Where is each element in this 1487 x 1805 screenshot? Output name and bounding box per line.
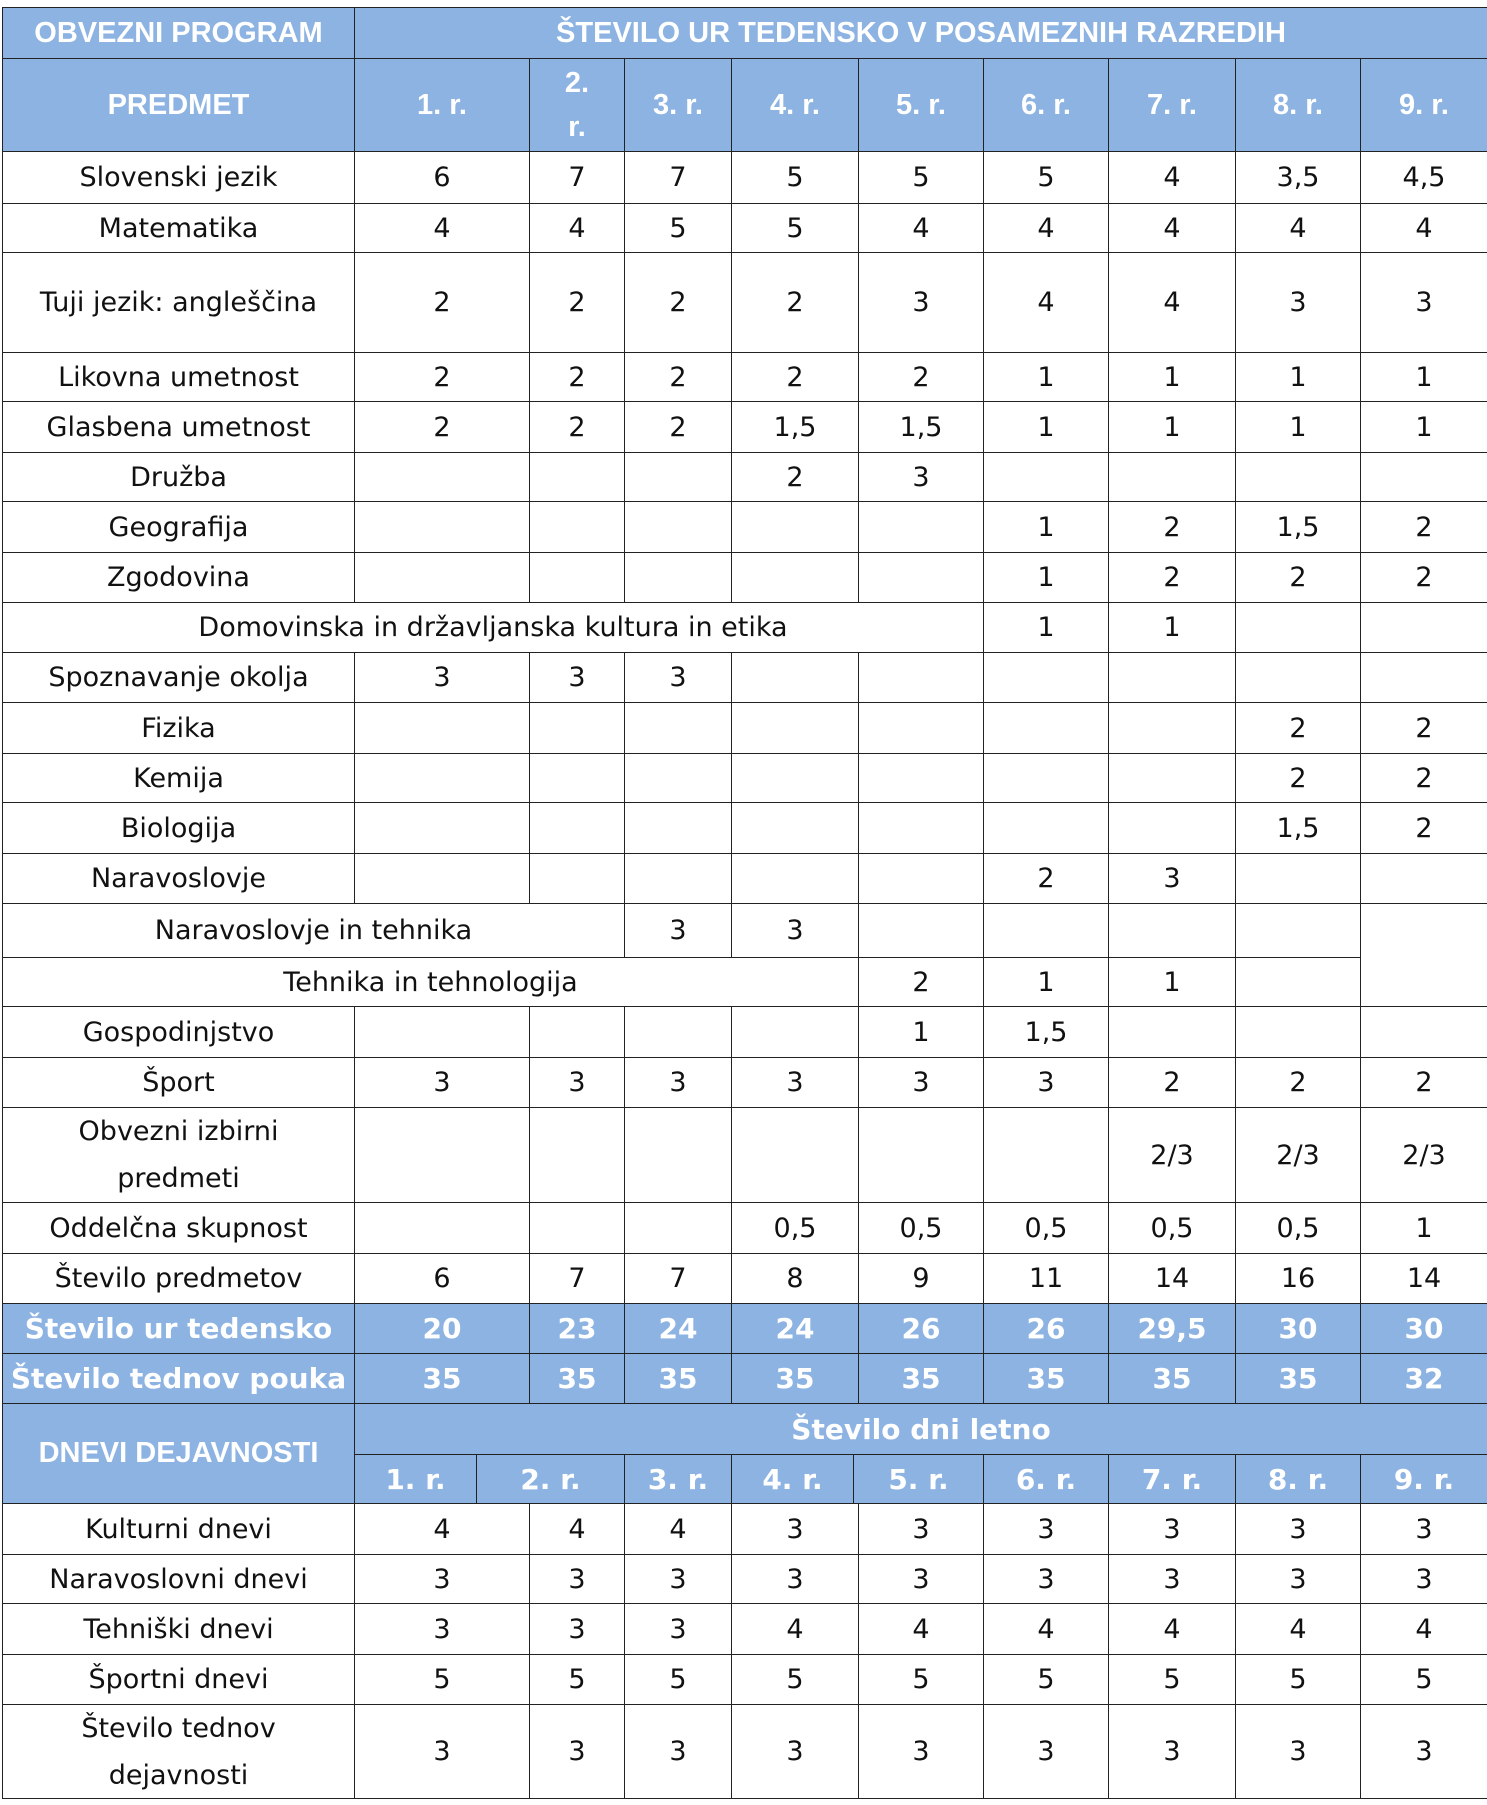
hours-cell — [858, 552, 984, 603]
grade-header-6: 6. r. — [983, 58, 1109, 152]
hours-cell: 6 — [354, 151, 530, 204]
hours-cell: 1 — [983, 552, 1109, 603]
activity-days-cell: 3 — [1360, 1554, 1487, 1604]
activity-name: Športni dnevi — [2, 1654, 355, 1705]
hours-cell: 2 — [1108, 552, 1236, 603]
hours-cell — [1360, 452, 1487, 502]
activity-days-cell: 5 — [983, 1654, 1109, 1705]
hours-cell: 3 — [858, 252, 984, 353]
hours-cell: 3 — [529, 1057, 625, 1108]
hours-cell: 4 — [529, 203, 625, 253]
hours-cell: 2 — [529, 252, 625, 353]
subject-name: Družba — [2, 452, 355, 502]
activity-days-cell: 3 — [731, 1554, 859, 1604]
hours-cell — [529, 802, 625, 854]
subject-name: Naravoslovje in tehnika — [2, 903, 625, 958]
hours-cell: 2 — [1360, 501, 1487, 553]
hours-cell — [1108, 1006, 1236, 1058]
hours-cell — [354, 1202, 530, 1254]
hours-cell: 1 — [1235, 401, 1361, 453]
hours-cell — [624, 853, 732, 904]
hours-cell: 2 — [1108, 1057, 1236, 1108]
hours-cell — [529, 753, 625, 803]
hours-cell: 1 — [983, 501, 1109, 553]
hours-cell: 1,5 — [1235, 501, 1361, 553]
hours-cell: 2 — [1360, 802, 1487, 854]
hours-cell — [983, 702, 1109, 754]
hours-cell: 4 — [858, 203, 984, 253]
hours-cell: 1 — [983, 602, 1109, 653]
subject-name: Glasbena umetnost — [2, 401, 355, 453]
program-label: OBVEZNI PROGRAM — [2, 7, 355, 59]
subject-name: Gospodinjstvo — [2, 1006, 355, 1058]
activity-days-cell: 3 — [858, 1704, 984, 1799]
hours-cell: 3 — [354, 1057, 530, 1108]
activity-days-cell: 3 — [983, 1704, 1109, 1799]
activity-days-cell: 3 — [1108, 1554, 1236, 1604]
total-value: 26 — [858, 1303, 984, 1354]
hours-cell — [529, 452, 625, 502]
hours-cell — [1108, 652, 1236, 703]
hours-cell: 4 — [1108, 252, 1236, 353]
hours-cell — [1108, 903, 1236, 958]
hours-cell: 3 — [858, 452, 984, 502]
grade-header-2: 2. r. — [529, 58, 625, 152]
hours-cell: 1 — [1360, 401, 1487, 453]
total-value: 35 — [858, 1353, 984, 1404]
activity-days-cell: 3 — [983, 1503, 1109, 1555]
hours-cell — [731, 1107, 859, 1203]
subject-name: Tehnika in tehnologija — [2, 957, 859, 1007]
hours-cell — [1360, 1006, 1487, 1058]
hours-cell: 4 — [1235, 203, 1361, 253]
hours-cell: 4 — [354, 203, 530, 253]
total-value: 35 — [624, 1353, 732, 1404]
hours-cell: 1 — [1108, 352, 1236, 402]
hours-cell: 5 — [983, 151, 1109, 204]
hours-cell: 3 — [529, 652, 625, 703]
hours-cell: 5 — [731, 203, 859, 253]
activity-days-cell: 5 — [731, 1654, 859, 1705]
hours-cell — [858, 1107, 984, 1203]
hours-cell: 1,5 — [731, 401, 859, 453]
total-value: 32 — [1360, 1353, 1487, 1404]
hours-cell: 2 — [731, 352, 859, 402]
hours-cell: 2 — [1360, 1057, 1487, 1108]
hours-cell: 3 — [858, 1057, 984, 1108]
grade-header-3: 3. r. — [624, 58, 732, 152]
activity-grade-header-1: 1. r. — [354, 1454, 477, 1504]
hours-cell — [624, 1202, 732, 1254]
hours-cell — [1235, 602, 1361, 653]
hours-cell: 14 — [1360, 1253, 1487, 1304]
activity-name: Število tednov dejavnosti — [2, 1704, 355, 1799]
total-value: 24 — [624, 1303, 732, 1354]
activity-days-cell: 3 — [731, 1503, 859, 1555]
hours-cell — [731, 702, 859, 754]
hours-cell: 2 — [858, 352, 984, 402]
hours-cell: 1,5 — [1235, 802, 1361, 854]
hours-cell — [858, 853, 984, 904]
subject-name: Geografija — [2, 501, 355, 553]
activity-days-cell: 5 — [1360, 1654, 1487, 1705]
total-value: 20 — [354, 1303, 530, 1354]
hours-cell — [529, 1202, 625, 1254]
hours-cell — [858, 903, 984, 958]
activity-days-cell: 4 — [529, 1503, 625, 1555]
hours-cell: 2 — [1235, 753, 1361, 803]
hours-cell — [529, 552, 625, 603]
grade-header-8: 8. r. — [1235, 58, 1361, 152]
hours-cell: 7 — [529, 1253, 625, 1304]
hours-cell — [858, 753, 984, 803]
hours-cell — [1235, 1006, 1361, 1058]
activity-days-cell: 3 — [529, 1704, 625, 1799]
hours-cell: 3 — [624, 652, 732, 703]
hours-cell: 3 — [731, 903, 859, 958]
hours-cell — [1360, 652, 1487, 703]
hours-cell — [858, 652, 984, 703]
subject-name: Matematika — [2, 203, 355, 253]
grade-header-9: 9. r. — [1360, 58, 1487, 152]
activity-days-cell: 5 — [354, 1654, 530, 1705]
days-title: Število dni letno — [354, 1403, 1487, 1455]
activity-days-cell: 3 — [731, 1704, 859, 1799]
hours-cell — [624, 552, 732, 603]
hours-cell: 2 — [1360, 552, 1487, 603]
hours-cell: 0,5 — [858, 1202, 984, 1254]
hours-cell — [624, 802, 732, 854]
hours-cell: 8 — [731, 1253, 859, 1304]
subject-name: Biologija — [2, 802, 355, 854]
total-value: 35 — [1235, 1353, 1361, 1404]
hours-cell — [1235, 903, 1361, 958]
activity-days-cell: 4 — [983, 1603, 1109, 1655]
activity-days-cell: 3 — [529, 1554, 625, 1604]
hours-cell — [1235, 452, 1361, 502]
hours-cell: 4 — [983, 252, 1109, 353]
total-value: 24 — [731, 1303, 859, 1354]
hours-cell: 2 — [1235, 1057, 1361, 1108]
activity-grade-header-6: 6. r. — [983, 1454, 1109, 1504]
total-value: 35 — [529, 1353, 625, 1404]
activity-name: Naravoslovni dnevi — [2, 1554, 355, 1604]
hours-cell — [731, 802, 859, 854]
hours-cell: 5 — [624, 203, 732, 253]
subject-name: Tuji jezik: angleščina — [2, 252, 355, 353]
hours-cell: 1 — [983, 957, 1109, 1007]
total-label: Število ur tedensko — [2, 1303, 355, 1354]
activity-days-cell: 4 — [354, 1503, 530, 1555]
activity-name: Kulturni dnevi — [2, 1503, 355, 1555]
hours-cell — [529, 1006, 625, 1058]
hours-cell: 0,5 — [731, 1202, 859, 1254]
activity-grade-header-7: 7. r. — [1108, 1454, 1236, 1504]
hours-cell: 3 — [1360, 252, 1487, 353]
activity-days-cell: 3 — [1360, 1704, 1487, 1799]
hours-cell: 2 — [1360, 753, 1487, 803]
hours-cell — [529, 702, 625, 754]
hours-cell — [624, 501, 732, 553]
total-value: 35 — [731, 1353, 859, 1404]
hours-cell: 1 — [1235, 352, 1361, 402]
subject-name: Šport — [2, 1057, 355, 1108]
activity-days-cell: 4 — [1235, 1603, 1361, 1655]
hours-cell: 4 — [1108, 203, 1236, 253]
hours-cell — [1108, 702, 1236, 754]
subject-name: Obvezni izbirni predmeti — [2, 1107, 355, 1203]
activity-days-cell: 3 — [354, 1554, 530, 1604]
hours-cell: 3 — [624, 903, 732, 958]
grade-header-1: 1. r. — [354, 58, 530, 152]
activity-days-cell: 5 — [529, 1654, 625, 1705]
activity-days-cell: 4 — [624, 1503, 732, 1555]
activity-days-cell: 3 — [354, 1603, 530, 1655]
hours-cell: 2 — [354, 401, 530, 453]
activity-grade-header-8: 8. r. — [1235, 1454, 1361, 1504]
hours-cell: 1 — [858, 1006, 984, 1058]
activity-name: Tehniški dnevi — [2, 1603, 355, 1655]
activity-days-cell: 3 — [1108, 1503, 1236, 1555]
hours-cell — [354, 702, 530, 754]
hours-cell: 3 — [624, 1057, 732, 1108]
hours-cell — [354, 552, 530, 603]
grade-header-4: 4. r. — [731, 58, 859, 152]
hours-cell: 2 — [529, 352, 625, 402]
total-value: 23 — [529, 1303, 625, 1354]
hours-cell: 1 — [983, 352, 1109, 402]
activity-days-cell: 3 — [354, 1704, 530, 1799]
hours-cell: 4 — [1360, 203, 1487, 253]
hours-cell — [529, 1107, 625, 1203]
activity-grade-header-4: 4. r. — [731, 1454, 854, 1504]
subject-name: Naravoslovje — [2, 853, 355, 904]
activity-days-cell: 3 — [858, 1503, 984, 1555]
hours-cell: 3,5 — [1235, 151, 1361, 204]
hours-cell — [731, 652, 859, 703]
subject-column-header: PREDMET — [2, 58, 355, 152]
activity-days-cell: 3 — [1235, 1503, 1361, 1555]
hours-cell: 11 — [983, 1253, 1109, 1304]
hours-cell — [858, 501, 984, 553]
hours-cell — [1235, 957, 1361, 1007]
activity-grade-header-2: 2. r. — [476, 1454, 625, 1504]
hours-cell: 2 — [731, 252, 859, 353]
hours-cell — [1360, 853, 1487, 904]
activity-grade-header-3: 3. r. — [624, 1454, 732, 1504]
activity-grade-header-9: 9. r. — [1360, 1454, 1487, 1504]
hours-cell: 4,5 — [1360, 151, 1487, 204]
hours-cell — [529, 501, 625, 553]
subject-name: Kemija — [2, 753, 355, 803]
hours-cell: 6 — [354, 1253, 530, 1304]
hours-cell — [354, 1107, 530, 1203]
subject-name: Oddelčna skupnost — [2, 1202, 355, 1254]
activity-days-cell: 3 — [858, 1554, 984, 1604]
hours-cell: 1 — [983, 401, 1109, 453]
hours-cell — [624, 452, 732, 502]
hours-cell: 1 — [1360, 1202, 1487, 1254]
activity-days-cell: 4 — [731, 1603, 859, 1655]
total-value: 26 — [983, 1303, 1109, 1354]
activity-days-cell: 3 — [1235, 1704, 1361, 1799]
hours-cell — [354, 802, 530, 854]
subject-name: Slovenski jezik — [2, 151, 355, 204]
activity-days-cell: 4 — [1360, 1603, 1487, 1655]
hours-cell — [624, 702, 732, 754]
activity-days-cell: 3 — [1235, 1554, 1361, 1604]
activity-days-cell: 5 — [1235, 1654, 1361, 1705]
hours-cell: 1 — [1108, 602, 1236, 653]
activity-days-cell: 3 — [529, 1603, 625, 1655]
hours-cell — [1235, 853, 1361, 904]
hours-cell: 0,5 — [983, 1202, 1109, 1254]
hours-cell: 2 — [1360, 702, 1487, 754]
grade-header-5: 5. r. — [858, 58, 984, 152]
hours-cell: 9 — [858, 1253, 984, 1304]
subject-name: Likovna umetnost — [2, 352, 355, 402]
subject-name: Zgodovina — [2, 552, 355, 603]
hours-cell: 2 — [858, 957, 984, 1007]
hours-cell: 3 — [983, 1057, 1109, 1108]
hours-cell — [983, 903, 1109, 958]
total-value: 35 — [983, 1353, 1109, 1404]
hours-cell: 3 — [731, 1057, 859, 1108]
hours-cell — [858, 802, 984, 854]
hours-cell: 3 — [354, 652, 530, 703]
hours-cell — [731, 501, 859, 553]
activity-days-cell: 3 — [1360, 1503, 1487, 1555]
total-value: 35 — [354, 1353, 530, 1404]
activities-label: DNEVI DEJAVNOSTI — [2, 1403, 355, 1504]
activity-days-cell: 3 — [624, 1554, 732, 1604]
hours-cell: 7 — [624, 151, 732, 204]
hours-cell — [983, 1107, 1109, 1203]
hours-cell: 2 — [529, 401, 625, 453]
hours-cell — [731, 853, 859, 904]
hours-cell — [858, 702, 984, 754]
activity-days-cell: 4 — [858, 1603, 984, 1655]
hours-cell: 2 — [624, 252, 732, 353]
hours-cell: 1,5 — [983, 1006, 1109, 1058]
hours-cell: 2/3 — [1235, 1107, 1361, 1203]
hours-cell: 4 — [1108, 151, 1236, 204]
hours-cell: 2 — [1235, 702, 1361, 754]
activity-grade-header-5: 5. r. — [853, 1454, 984, 1504]
hours-cell: 7 — [624, 1253, 732, 1304]
hours-cell — [1108, 753, 1236, 803]
activity-days-cell: 3 — [1108, 1704, 1236, 1799]
hours-cell: 2 — [1235, 552, 1361, 603]
hours-cell: 2 — [624, 352, 732, 402]
activity-days-cell: 5 — [858, 1654, 984, 1705]
grade-header-7: 7. r. — [1108, 58, 1236, 152]
hours-cell: 2 — [624, 401, 732, 453]
hours-cell: 2 — [1108, 501, 1236, 553]
hours-cell: 0,5 — [1235, 1202, 1361, 1254]
hours-cell: 14 — [1108, 1253, 1236, 1304]
hours-cell: 2 — [354, 352, 530, 402]
hours-cell — [731, 552, 859, 603]
hours-cell — [1108, 452, 1236, 502]
activity-days-cell: 3 — [624, 1704, 732, 1799]
total-value: 29,5 — [1108, 1303, 1236, 1354]
activity-days-cell: 3 — [983, 1554, 1109, 1604]
hours-cell: 2/3 — [1108, 1107, 1236, 1203]
hours-cell — [354, 501, 530, 553]
hours-cell — [731, 1006, 859, 1058]
hours-cell — [1108, 802, 1236, 854]
hours-cell: 2 — [731, 452, 859, 502]
hours-cell — [624, 1006, 732, 1058]
hours-cell — [731, 753, 859, 803]
hours-cell: 1,5 — [858, 401, 984, 453]
hours-cell: 3 — [1235, 252, 1361, 353]
hours-cell: 4 — [983, 203, 1109, 253]
hours-cell: 5 — [858, 151, 984, 204]
subject-name: Spoznavanje okolja — [2, 652, 355, 703]
hours-cell: 2 — [354, 252, 530, 353]
subject-name: Fizika — [2, 702, 355, 754]
hours-cell: 0,5 — [1108, 1202, 1236, 1254]
hours-cell — [354, 853, 530, 904]
hours-cell — [529, 853, 625, 904]
hours-cell: 1 — [1108, 401, 1236, 453]
total-value: 30 — [1235, 1303, 1361, 1354]
subject-name: Domovinska in državljanska kultura in etika — [2, 602, 984, 653]
hours-cell — [354, 1006, 530, 1058]
hours-cell — [1235, 652, 1361, 703]
hours-cell — [354, 452, 530, 502]
hours-cell — [983, 802, 1109, 854]
hours-cell — [983, 452, 1109, 502]
activity-days-cell: 5 — [624, 1654, 732, 1705]
hours-cell: 16 — [1235, 1253, 1361, 1304]
activity-days-cell: 3 — [624, 1603, 732, 1655]
hours-cell — [624, 753, 732, 803]
hours-cell: 1 — [1360, 352, 1487, 402]
hours-title: ŠTEVILO UR TEDENSKO V POSAMEZNIH RAZREDIH — [354, 7, 1487, 59]
total-value: 35 — [1108, 1353, 1236, 1404]
hours-cell — [624, 1107, 732, 1203]
hours-cell: 1 — [1108, 957, 1236, 1007]
hours-cell — [983, 652, 1109, 703]
hours-cell: 5 — [731, 151, 859, 204]
hours-cell — [354, 753, 530, 803]
total-label: Število tednov pouka — [2, 1353, 355, 1404]
activity-days-cell: 4 — [1108, 1603, 1236, 1655]
total-value: 30 — [1360, 1303, 1487, 1354]
hours-cell: 3 — [1108, 853, 1236, 904]
activity-days-cell: 5 — [1108, 1654, 1236, 1705]
hours-cell: 2 — [983, 853, 1109, 904]
hours-cell: 7 — [529, 151, 625, 204]
subject-name: Število predmetov — [2, 1253, 355, 1304]
hours-cell — [983, 753, 1109, 803]
hours-cell: 2/3 — [1360, 1107, 1487, 1203]
